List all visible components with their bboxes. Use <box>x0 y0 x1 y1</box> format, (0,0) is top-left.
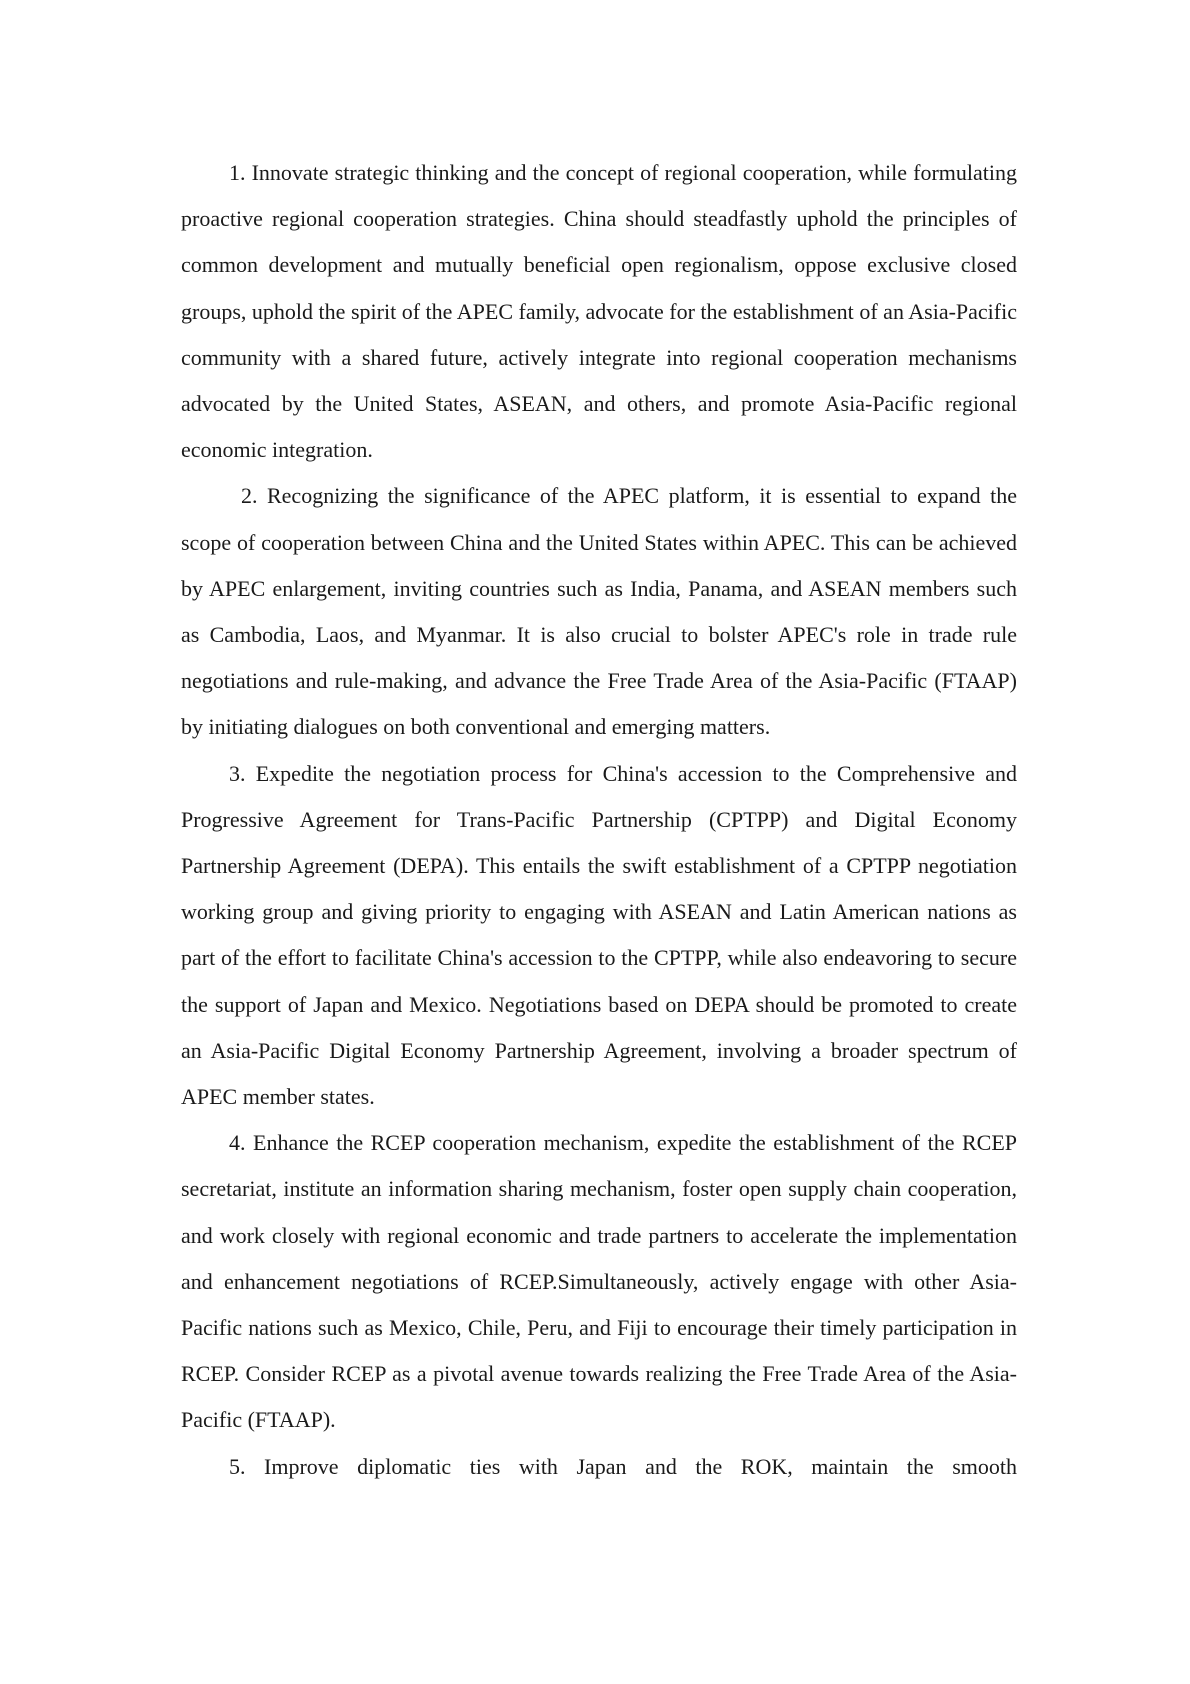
paragraph-4: 4. Enhance the RCEP cooperation mechanism, expedite the establishment of the RCEP secretariat, institute an information sharing mechanism, foster open supply chain cooperation, and work closely with regional economic and trade partners to accelerate the implementation and enhancement negotiations of RCEP.Simultaneously, actively engage with other Asia-Pacific nations such as Mexico, Chile, Peru, and Fiji to encourage their timely participation in RCEP. Consider RCEP as a pivotal avenue towards realizing the Free Trade Area of the Asia-Pacific (FTAAP). <box>181 1130 1017 1433</box>
document-page <box>181 150 1017 1490</box>
paragraph-1: 1. Innovate strategic thinking and the concept of regional cooperation, while formulating proactive regional cooperation strategies. China should steadfastly uphold the principles of common development and mutually beneficial open regionalism, oppose exclusive closed groups, uphold the spirit of the APEC family, advocate for the establishment of an Asia-Pacific community with a shared future, actively integrate into regional cooperation mechanisms advocated by the United States, ASEAN, and others, and promote Asia-Pacific regional economic integration. <box>181 160 1017 463</box>
paragraph-2: 2. Recognizing the significance of the APEC platform, it is essential to expand the scope of cooperation between China and the United States within APEC. This can be achieved by APEC enlargement, inviting countries such as India, Panama, and ASEAN members such as Cambodia, Laos, and Myanmar. It is also crucial to bolster APEC's role in trade rule negotiations and rule-making, and advance the Free Trade Area of the Asia-Pacific (FTAAP) by initiating dialogues on both conventional and emerging matters. <box>181 483 1017 740</box>
paragraph-3: 3. Expedite the negotiation process for China's accession to the Comprehensive and Progressive Agreement for Trans-Pacific Partnership (CPTPP) and Digital Economy Partnership Agreement (DEPA). This entails the swift establishment of a CPTPP negotiation working group and giving priority to engaging with ASEAN and Latin American nations as part of the effort to facilitate China's accession to the CPTPP, while also endeavoring to secure the support of Japan and Mexico. Negotiations based on DEPA should be promoted to create an Asia-Pacific Digital Economy Partnership Agreement, involving a broader spectrum of APEC member states. <box>181 760 1017 1110</box>
paragraph-5: 5. Improve diplomatic ties with Japan and the ROK, maintain the smooth <box>229 1453 1017 1479</box>
